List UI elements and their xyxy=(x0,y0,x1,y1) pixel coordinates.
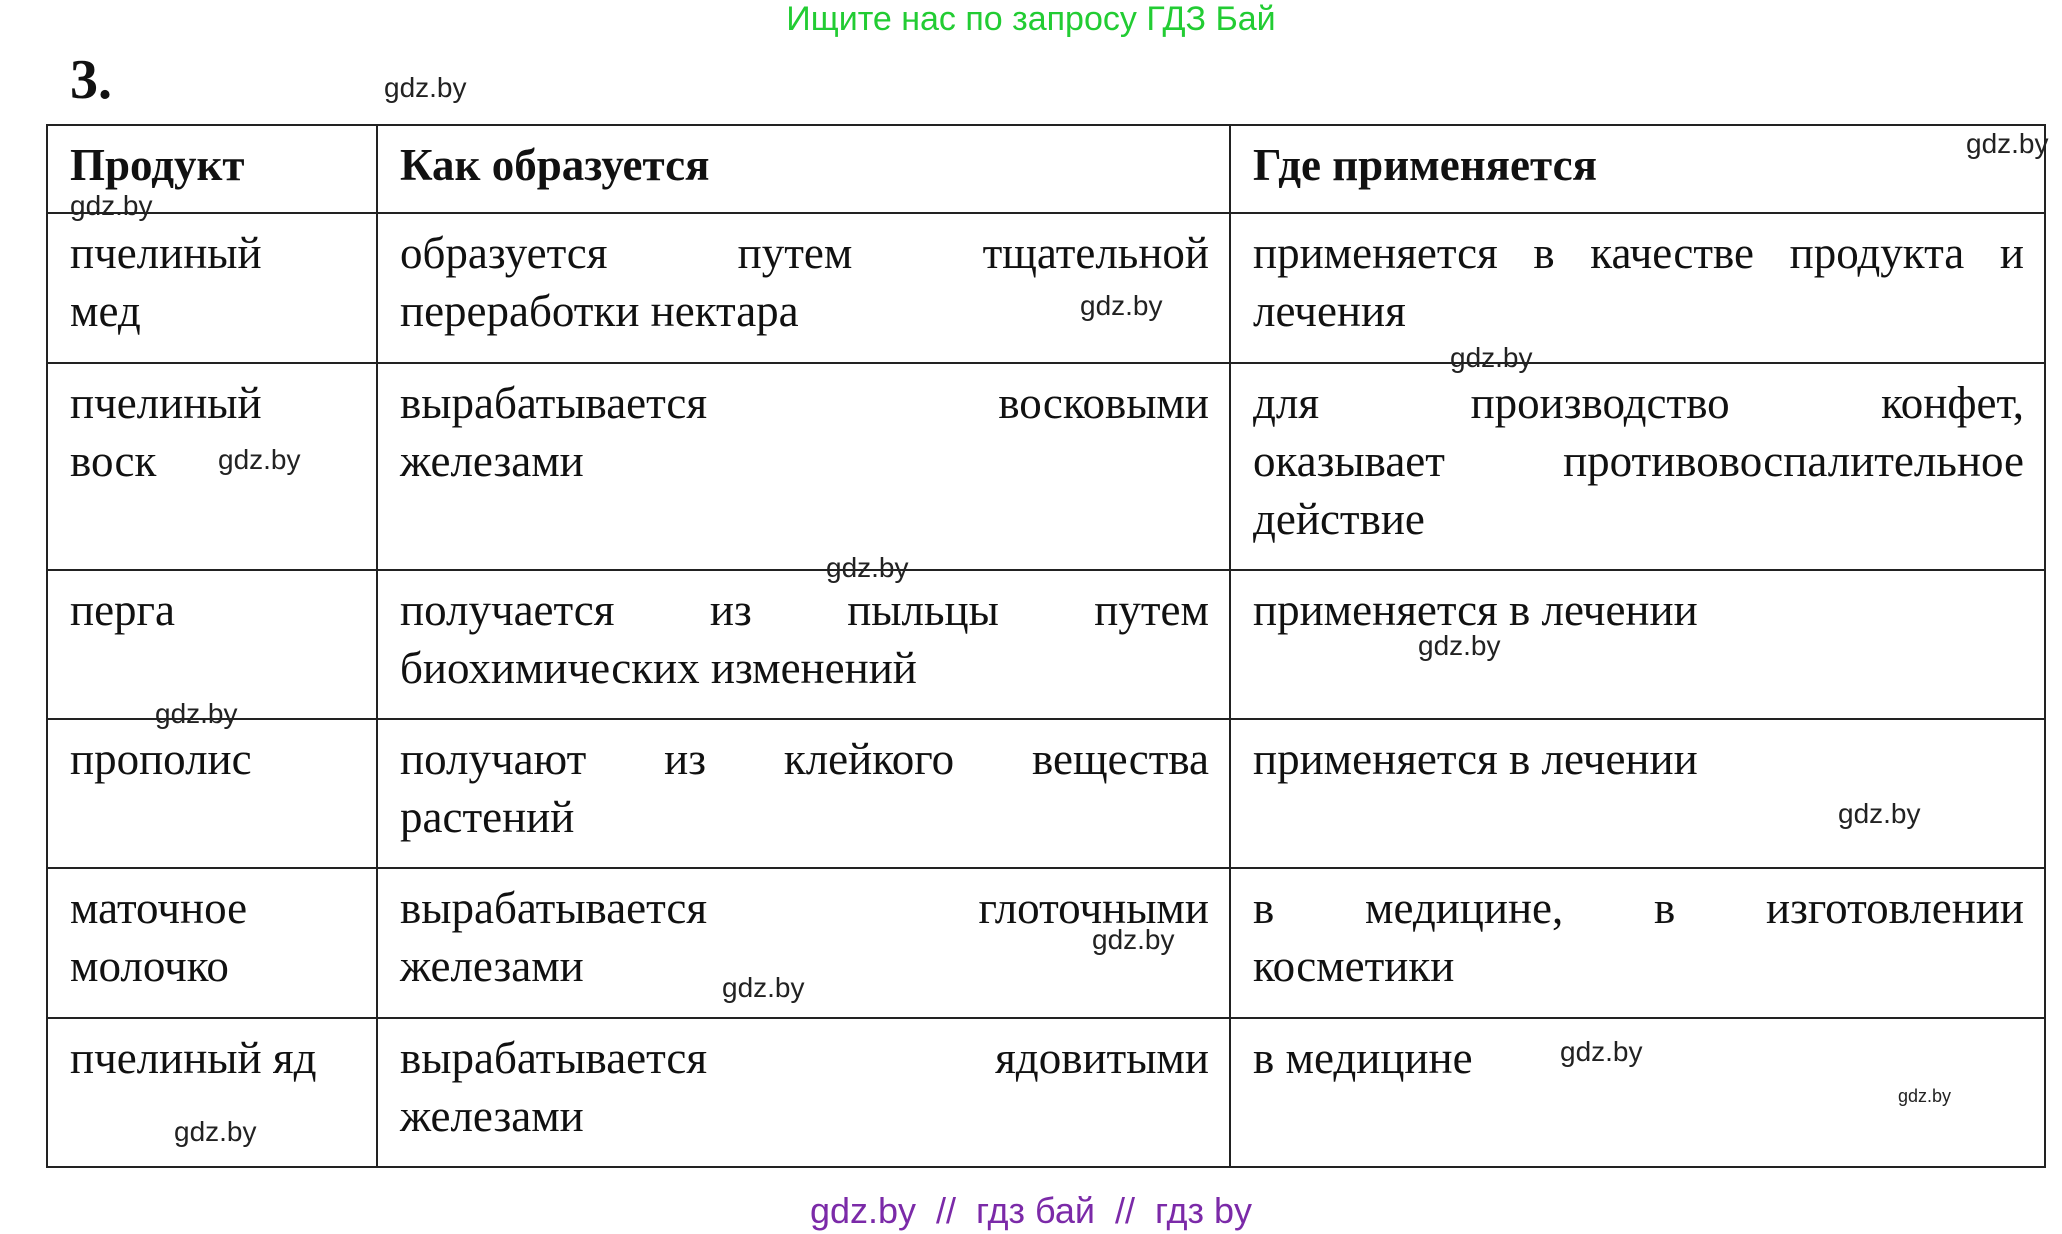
task-number: 3. xyxy=(70,49,112,111)
product-cell xyxy=(47,213,377,363)
usage-cell xyxy=(1230,363,2045,570)
product-line: пчелиный xyxy=(70,378,262,428)
formation-cell xyxy=(377,213,1230,363)
bee-products-table xyxy=(46,124,2046,1168)
header-product: Продукт xyxy=(47,125,377,213)
formation-line: вырабатывается восковыми xyxy=(400,378,1209,428)
usage-cell xyxy=(1230,570,2045,719)
watermark: gdz.by xyxy=(384,72,467,103)
product-line: перга xyxy=(70,585,175,635)
usage-line: лечения xyxy=(1253,286,1406,336)
header-usage: Где применяется xyxy=(1230,125,2045,213)
usage-line: косметики xyxy=(1253,941,1455,991)
watermark: gdz.by xyxy=(722,972,805,1003)
product-cell xyxy=(47,570,377,719)
usage-cell xyxy=(1230,868,2045,1018)
formation-line: вырабатывается ядовитыми xyxy=(400,1033,1209,1083)
watermark: gdz.by xyxy=(1966,128,2049,159)
usage-line: применяется в лечении xyxy=(1253,734,1698,784)
table-row xyxy=(47,1018,2045,1167)
usage-line: для производство конфет, xyxy=(1253,378,2024,428)
formation-line: получают из клейкого вещества xyxy=(400,734,1209,784)
usage-cell xyxy=(1230,719,2045,868)
formation-line: железами xyxy=(400,941,584,991)
formation-line: получается из пыльцы путем xyxy=(400,585,1209,635)
table-row xyxy=(47,570,2045,719)
product-line: мед xyxy=(70,286,141,336)
footer-links: gdz.by // гдз бай // гдз by xyxy=(809,1190,1253,1231)
top-banner: Ищите нас по запросу ГДЗ Бай xyxy=(786,0,1276,38)
watermark: gdz.by xyxy=(1418,630,1501,661)
watermark: gdz.by xyxy=(218,444,301,475)
product-cell xyxy=(47,868,377,1018)
watermark: gdz.by xyxy=(1080,290,1163,321)
usage-line: применяется в качестве продукта и xyxy=(1253,228,2024,278)
product-line: пчелиный яд xyxy=(70,1033,317,1083)
table-row xyxy=(47,719,2045,868)
product-cell xyxy=(47,363,377,570)
product-line: пчелиный xyxy=(70,228,262,278)
product-cell xyxy=(47,719,377,868)
product-line: молочко xyxy=(70,941,229,991)
formation-line: растений xyxy=(400,792,575,842)
formation-line: биохимических изменений xyxy=(400,643,917,693)
table-row xyxy=(47,363,2045,570)
usage-line: действие xyxy=(1253,494,1425,544)
usage-line: в медицине xyxy=(1253,1033,1473,1083)
watermark: gdz.by xyxy=(155,698,238,729)
table-row xyxy=(47,868,2045,1018)
formation-cell xyxy=(377,1018,1230,1167)
usage-line: применяется в лечении xyxy=(1253,585,1698,635)
watermark: gdz.by xyxy=(1838,798,1921,829)
usage-line: оказывает противовоспалительное xyxy=(1253,436,2024,486)
watermark: gdz.by xyxy=(826,552,909,583)
formation-line: железами xyxy=(400,436,584,486)
watermark: gdz.by xyxy=(70,190,153,221)
watermark: gdz.by xyxy=(1092,924,1175,955)
watermark: gdz.by xyxy=(1560,1036,1643,1067)
usage-line: в медицине, в изготовлении xyxy=(1253,883,2024,933)
header-formation: Как образуется xyxy=(377,125,1230,213)
formation-line: образуется путем тщательной xyxy=(400,228,1209,278)
formation-line: переработки нектара xyxy=(400,286,799,336)
usage-cell xyxy=(1230,213,2045,363)
formation-cell xyxy=(377,570,1230,719)
watermark: gdz.by xyxy=(1898,1086,1952,1106)
formation-line: вырабатывается глоточными xyxy=(400,883,1209,933)
table-header-row xyxy=(47,125,2045,213)
product-line: воск xyxy=(70,436,157,486)
formation-cell xyxy=(377,363,1230,570)
formation-line: железами xyxy=(400,1091,584,1141)
watermark: gdz.by xyxy=(174,1116,257,1147)
formation-cell xyxy=(377,719,1230,868)
product-line: маточное xyxy=(70,883,248,933)
watermark: gdz.by xyxy=(1450,342,1533,373)
product-line: прополис xyxy=(70,734,252,784)
table-row xyxy=(47,213,2045,363)
